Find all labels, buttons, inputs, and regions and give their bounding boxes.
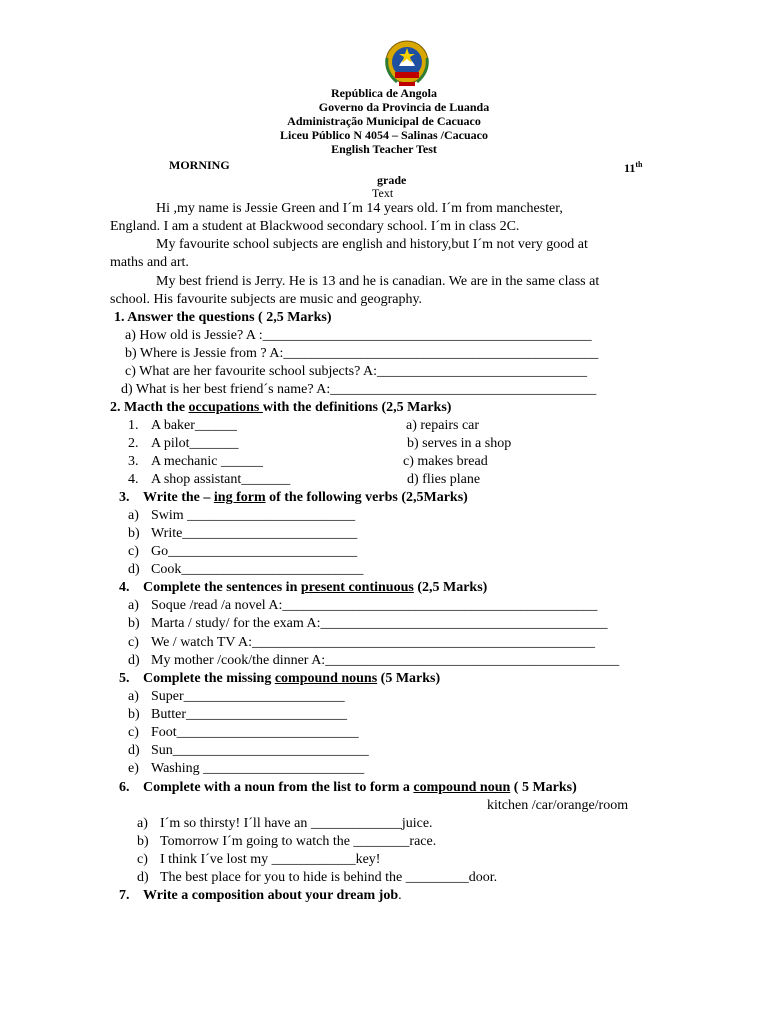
header-test-title: English Teacher Test (331, 142, 437, 156)
q3-item: Cook__________________________ (151, 562, 364, 577)
q4-item: My mother /cook/the dinner A:__________________________________________ (151, 653, 620, 668)
q6-title: Complete with a noun from the list to form a compound noun ( 5 Marks) (143, 780, 577, 795)
q3-title: Write the – ing form of the following verbs (2,5Marks) (143, 490, 468, 505)
q2-definition: a) repairs car (406, 418, 480, 433)
q1-item-d: d) What is her best friend´s name? A:______________________________________ (121, 382, 597, 397)
q4-title: Complete the sentences in present continuous (2,5 Marks) (143, 580, 488, 595)
q5-number: 5. (119, 671, 130, 686)
q4-letter: a) (128, 598, 139, 613)
q3-letter: d) (128, 562, 140, 577)
q2-number: 2. (128, 436, 139, 451)
header-school: Liceu Público N 4054 – Salinas /Cacuaco (279, 128, 488, 142)
q6-item: I think I´ve lost my ____________key! (160, 852, 381, 867)
q4-item: Soque /read /a novel A:_____________________________________________ (151, 598, 598, 613)
q2-title: 2. Macth the occupations with the definitions (2,5 Marks) (110, 400, 452, 415)
q6-number: 6. (119, 780, 130, 795)
q3-item: Go___________________________ (151, 544, 358, 559)
q2-occupation: A pilot_______ (151, 436, 239, 451)
q7-number: 7. (119, 888, 130, 903)
q4-number: 4. (119, 580, 130, 595)
q4-letter: d) (128, 653, 140, 668)
q2-occupation: A baker______ (151, 418, 237, 433)
q5-title: Complete the missing compound nouns (5 Marks) (143, 671, 441, 686)
q6-word-list: kitchen /car/orange/room (487, 798, 629, 813)
q3-letter: b) (128, 526, 140, 541)
shift-label: MORNING (169, 158, 230, 172)
passage-line: England. I am a student at Blackwood secondary school. I´m in class 2C. (110, 219, 520, 234)
q2-occupation: A mechanic ______ (151, 454, 263, 469)
passage-line: maths and art. (110, 255, 189, 270)
passage-line: school. His favourite subjects are music and geography. (110, 292, 423, 307)
q5-letter: d) (128, 743, 140, 758)
q1-title: 1. Answer the questions ( 2,5 Marks) (114, 310, 332, 325)
q5-item: Super_______________________ (151, 689, 345, 704)
q5-letter: e) (128, 761, 139, 776)
q2-number: 3. (128, 454, 139, 469)
q6-item: I´m so thirsty! I´ll have an _____________juice. (160, 816, 433, 831)
q4-letter: b) (128, 616, 140, 631)
q5-item: Foot__________________________ (151, 725, 359, 740)
q3-item: Write_________________________ (151, 526, 358, 541)
q1-item-a: a) How old is Jessie? A :_______________________________________________ (125, 328, 592, 343)
passage-line: My best friend is Jerry. He is 13 and he is canadian. We are in the same class at (156, 274, 600, 289)
q2-number: 4. (128, 472, 139, 487)
q2-definition: d) flies plane (407, 472, 481, 487)
header-government: Governo da Provincia de Luanda (318, 100, 490, 114)
q2-definition: b) serves in a shop (407, 436, 512, 451)
q3-letter: a) (128, 508, 139, 523)
q3-item: Swim ________________________ (151, 508, 356, 523)
q2-definition: c) makes bread (403, 454, 488, 469)
q2-number: 1. (128, 418, 139, 433)
grade-word: grade (377, 173, 407, 187)
q6-letter: d) (137, 870, 149, 885)
text-label: Text (372, 186, 394, 200)
header-administration: Administração Municipal de Cacuaco (287, 114, 481, 128)
q6-letter: a) (137, 816, 148, 831)
q1-item-c: c) What are her favourite school subjects? A:______________________________ (125, 364, 588, 379)
header-republic: República de Angola (330, 86, 438, 100)
q5-item: Butter_______________________ (151, 707, 347, 722)
grade-number: 11th (624, 160, 643, 175)
q7-title: Write a composition about your dream job. (143, 888, 402, 903)
q5-letter: c) (128, 725, 139, 740)
angola-emblem-icon (381, 38, 433, 88)
q4-item: Marta / study/ for the exam A:_________________________________________ (151, 616, 608, 631)
q1-item-b: b) Where is Jessie from ? A:_____________________________________________ (125, 346, 599, 361)
q6-letter: b) (137, 834, 149, 849)
q5-letter: a) (128, 689, 139, 704)
q2-occupation: A shop assistant_______ (151, 472, 291, 487)
q5-item: Sun____________________________ (151, 743, 369, 758)
q3-number: 3. (119, 490, 130, 505)
q6-item: The best place for you to hide is behind the _________door. (160, 870, 498, 885)
q5-letter: b) (128, 707, 140, 722)
q3-letter: c) (128, 544, 139, 559)
q4-letter: c) (128, 635, 139, 650)
passage-line: Hi ,my name is Jessie Green and I´m 14 years old. I´m from manchester, (156, 201, 563, 216)
q4-item: We / watch TV A:_________________________________________________ (151, 635, 596, 650)
q6-letter: c) (137, 852, 148, 867)
passage-line: My favourite school subjects are english and history,but I´m not very good at (156, 237, 588, 252)
q5-item: Washing _______________________ (151, 761, 365, 776)
q6-item: Tomorrow I´m going to watch the ________race. (160, 834, 437, 849)
